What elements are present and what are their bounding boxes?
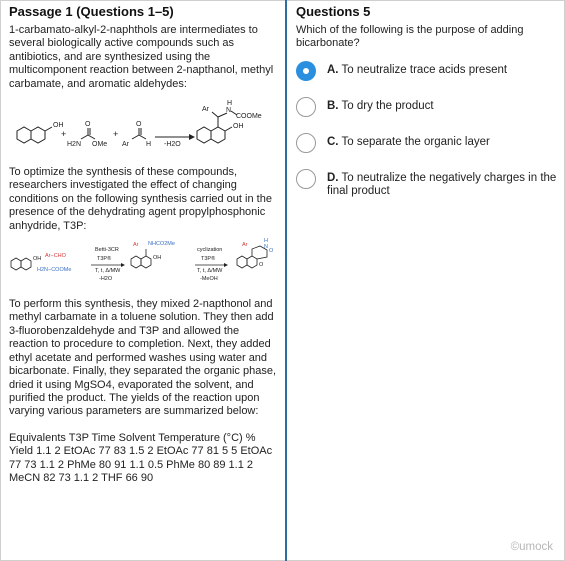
- passage-table-text: Equivalents T3P Time Solvent Temperature (°C) % Yield 1.1 2 EtOAc 77 83 1.5 2 EtOAc 77 81 5 5 EtOAc 77 73 1.1 2 PhMe 80 91 1.1 0.5 PhMe 80 89 1.1 2 MeCN 82 73 1.1 2 THF 66 90: [9, 431, 273, 484]
- scheme2-prod-carbonyl-o: O: [269, 248, 274, 255]
- option-a-letter: A.: [327, 63, 339, 76]
- scheme1-h2n: H2N: [67, 141, 82, 149]
- watermark: ©umock: [510, 541, 553, 553]
- scheme1-oh: OH: [53, 122, 64, 130]
- reaction-scheme-1: [9, 95, 277, 159]
- scheme2-int-ar: Ar: [133, 242, 139, 249]
- passage-procedure: To perform this synthesis, they mixed 2-napthonol and methyl carbamate in a toluene solution. They then add 3-fluorobenzaldehyde and T3P and allowed the reaction to procedure to completion. Next, they added ethyl acetate and performed washes using water and bicarbonate. Finally, they separated the organic phase, dried it using MgSO4, evaporated the solvent, and purified the product. The yields of the reaction upon varying various parameters are summarized below:: [9, 298, 277, 418]
- scheme2-step2-c: T, t, Δ/MW: [197, 268, 223, 275]
- scheme2-step1-b: T3P®: [97, 256, 112, 263]
- scheme2-step1-d: -H2O: [99, 276, 113, 283]
- option-b-label: [327, 97, 434, 113]
- scheme2-prod-o: O: [259, 262, 264, 269]
- scheme1-arrow-label: -H2O: [164, 141, 181, 149]
- scheme2-oh: OH: [33, 256, 42, 263]
- scheme2-int-oh: OH: [153, 255, 162, 262]
- option-a[interactable]: [296, 61, 558, 97]
- option-a-label: [327, 61, 507, 77]
- option-d-label: [327, 169, 558, 199]
- reaction-scheme-2: [9, 237, 284, 287]
- scheme2-step2-a: cyclization: [197, 247, 223, 254]
- option-d[interactable]: [296, 169, 558, 205]
- option-c-label: [327, 133, 490, 149]
- scheme2-h2n-coome: H2N−COOMe: [37, 267, 72, 274]
- panel-divider: [285, 0, 287, 561]
- scheme2-step2-b: T3P®: [201, 256, 216, 263]
- option-a-radio[interactable]: [296, 61, 316, 81]
- option-d-text: To neutralize the negatively charges in the final product: [327, 171, 557, 198]
- option-c[interactable]: [296, 133, 558, 169]
- scheme2-step1-c: T, t, Δ/MW: [95, 268, 121, 275]
- option-b[interactable]: [296, 97, 558, 133]
- passage-panel: [9, 4, 277, 485]
- answer-options: [296, 61, 558, 205]
- option-d-letter: D.: [327, 171, 339, 184]
- scheme2-step2-d: -MeOH: [200, 276, 218, 283]
- scheme1-o: O: [85, 121, 91, 129]
- option-c-letter: C.: [327, 135, 339, 148]
- scheme2-prod-n: N: [264, 244, 268, 251]
- scheme2-ar-cho: Ar−CHO: [45, 253, 66, 260]
- scheme1-h: H: [146, 141, 152, 149]
- scheme1-prod-coome: COOMe: [236, 113, 262, 121]
- scheme1-prod-h: H: [227, 100, 233, 108]
- option-d-radio[interactable]: [296, 169, 316, 189]
- question-title: Questions 5: [296, 4, 371, 19]
- scheme1-ar: Ar: [122, 141, 129, 149]
- option-b-radio[interactable]: [296, 97, 316, 117]
- option-b-text: To dry the product: [341, 99, 434, 112]
- scheme1-ome: OMe: [92, 141, 108, 149]
- passage-title: Passage 1 (Questions 1–5): [9, 4, 174, 19]
- scheme1-prod-ar: Ar: [202, 106, 209, 114]
- scheme1-plus-2: +: [113, 129, 119, 140]
- scheme1-prod-oh: OH: [233, 123, 244, 131]
- option-c-text: To separate the organic layer: [341, 135, 490, 148]
- question-panel: [296, 4, 558, 205]
- option-c-radio[interactable]: [296, 133, 316, 153]
- scheme1-prod-n: N: [226, 107, 232, 115]
- option-b-letter: B.: [327, 99, 339, 112]
- passage-intro: 1-carbamato-alkyl-2-naphthols are intermediates to several biologically active compounds such as antibiotics, and are synthesized using the multicomponent reaction between 2-napthanol, methyl carbamate, and aromatic aldehydes:: [9, 24, 274, 90]
- scheme2-prod-ar: Ar: [242, 242, 248, 249]
- scheme2-step1-a: Betti-3CR: [95, 247, 119, 254]
- passage-optimize: To optimize the synthesis of these compounds, researchers investigated the effect of changing conditions on the following synthesis carried out in the presence of the dehydrating agent propylphosphonic anhydride, T3P:: [9, 166, 272, 232]
- scheme1-o2: O: [136, 121, 142, 129]
- question-text: Which of the following is the purpose of adding bicarbonate?: [296, 24, 524, 50]
- scheme2-int-nhco2me: NHCO2Me: [148, 241, 175, 248]
- scheme2-prod-h: H: [264, 238, 268, 245]
- scheme1-plus-1: +: [61, 129, 67, 140]
- option-a-text: To neutralize trace acids present: [341, 63, 508, 76]
